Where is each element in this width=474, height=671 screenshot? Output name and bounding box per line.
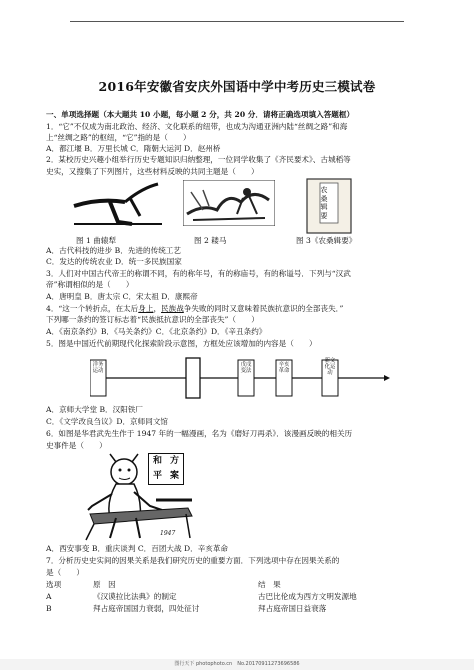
book-title-text: 农桑辑要 — [320, 186, 328, 220]
q7-row-a-cause: 《汉谟拉比法典》的制定 — [93, 592, 177, 601]
q7-header-option: 选项 — [46, 580, 62, 589]
cartoon-year: 1947 — [160, 530, 176, 537]
q4-line-1: 4．“这一个转折点，在太后身上，民族战争失败的同时又意味着民族抗意识的全部丧失．” — [46, 304, 344, 313]
q7-row-a-label: A — [46, 592, 52, 601]
q6-options: A．西安事变 B．重庆谈判 C．百团大战 D．辛亥革命 — [46, 544, 229, 553]
q2-options-1: A．古代科技的进步 B．先进的传统工艺 — [46, 246, 181, 255]
sign-char-2: 方 — [169, 456, 179, 466]
q7-header-cause: 原 因 — [93, 580, 116, 589]
sign-char-4: 案 — [169, 471, 179, 481]
q7-row-b-result: 拜占庭帝国日益衰落 — [258, 604, 327, 613]
q1-line-1: 1．“它”不仅成为南北政治、经济、文化联系的纽带，也成为沟通亚洲内陆“丝绸之路”和海 — [46, 122, 348, 131]
q7-row-b-label: B — [46, 604, 52, 613]
section-heading: 一、单项选择题（本大题共 10 小题，每小题 2 分，共 20 分．请将正确选项填入答题框） — [46, 110, 355, 119]
q2-line-1: 2．某校历史兴趣小组举行历史专题知识归纳整理，一位同学收集了《齐民要术》、古城稻等 — [46, 155, 351, 164]
figure-2-caption: 图 2 耧马 — [194, 236, 227, 245]
q6-line-2: 史事件是（ ） — [46, 441, 107, 450]
timeline-stage-5: 新文化运动 — [324, 358, 336, 376]
q7-header-result: 结 果 — [258, 580, 281, 589]
q7-row-b-cause: 拜占庭帝国国力衰弱，四处征讨 — [93, 604, 200, 613]
page-title: 2016年安徽省安庆外国语中学中考历史三模试卷 — [98, 79, 376, 94]
sign-char-3: 平 — [152, 471, 162, 481]
q7-row-a-result: 古巴比伦成为西方文明发源地 — [258, 592, 357, 601]
figure-3-caption: 图 3《农桑辑要》 — [296, 236, 357, 245]
q6-line-1: 6．如图是华君武先生作于 1947 年的一幅漫画，名为《磨好刀再杀》．该漫画反映的相关历 — [46, 429, 353, 438]
q7-line-2: 是（ ） — [46, 568, 84, 577]
timeline-stage-4: 辛亥革命 — [278, 362, 290, 374]
q1-line-2: 上“丝绸之路”的枢纽，“它”指的是（ ） — [46, 133, 191, 142]
header-rule — [70, 21, 404, 22]
q3-line-1: 3．人们对中国古代帝王的称谓不同，有的称年号，有的称庙号，有的称谥号．下列与“汉武 — [46, 269, 351, 278]
q4-line-2: 下列哪一条约的签订标志着“民族抵抗意识的全部丧失”（ ） — [46, 315, 259, 324]
q4-options: A．《南京条约》B．《马关条约》C．《北京条约》D．《辛丑条约》 — [46, 327, 267, 336]
q3-options: A．唐明皇 B．唐太宗 C．宋太祖 D．康熙帝 — [46, 292, 198, 301]
timeline-stage-1: 洋务运动 — [92, 362, 104, 374]
q5-options-2: C．《文学改良刍议》D．京师同文馆 — [46, 417, 169, 426]
peace-plan-sign — [148, 453, 184, 485]
q2-options-2: C．发达的传统农业 D．统一多民族国家 — [46, 257, 182, 266]
timeline-stage-3: 戊戌变法 — [240, 362, 252, 374]
q3-line-2: 帝”称谓相似的是（ ） — [46, 280, 134, 289]
figure-1-caption: 图 1 曲辕犁 — [76, 236, 117, 245]
curved-plow-image — [70, 180, 166, 230]
q2-line-2: 史实，又搜集了下列图片，这些材料反映的共同主题是（ ） — [46, 167, 259, 176]
sign-char-1: 和 — [152, 456, 162, 466]
watermark-footer: 图行天下 photophoto.cn No.20170911273696586 — [0, 659, 474, 670]
book-cover-image — [306, 178, 352, 234]
q7-line-1: 7．分析历史史实间的因果关系是我们研究历史的重要方面．下列选项中存在因果关系的 — [46, 556, 340, 565]
seed-drill-image — [183, 180, 275, 226]
q1-options: A．都江堰 B．万里长城 C．隋朝大运河 D．赵州桥 — [46, 144, 221, 153]
q5-question: 5．图是中国近代前期现代化探索阶段示意图，方框处应该增加的内容是（ ） — [46, 339, 317, 348]
q5-options-1: A．京师大学堂 B．汉阳铁厂 — [46, 405, 144, 414]
